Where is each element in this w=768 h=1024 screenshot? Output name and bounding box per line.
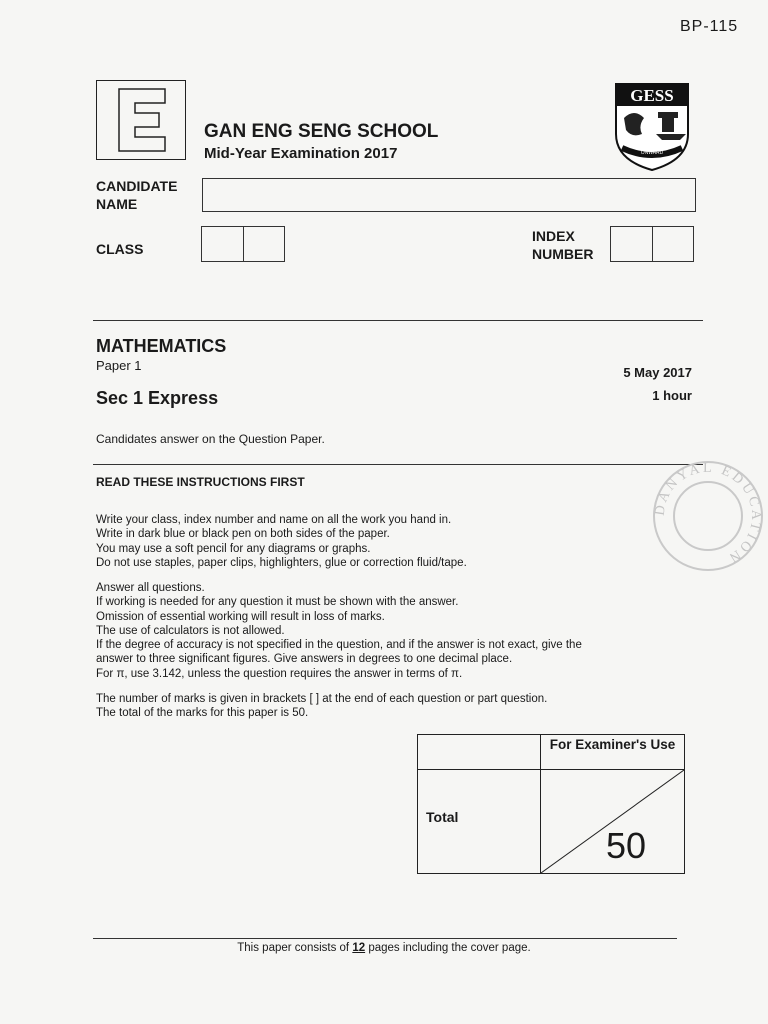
divider: [93, 464, 703, 465]
watermark-stamp: [648, 456, 768, 576]
instruction-line: You may use a soft pencil for any diagrams or graphs.: [96, 542, 371, 555]
class-digit-box[interactable]: [243, 227, 285, 261]
instruction-line: If the degree of accuracy is not specified in the question, and if the answer is not exact, give the: [96, 639, 582, 652]
total-marks: 50: [606, 825, 647, 866]
exam-name: Mid-Year Examination 2017: [204, 145, 398, 162]
level-title: Sec 1 Express: [96, 388, 219, 408]
candidate-name-field[interactable]: [202, 178, 696, 212]
instruction-line: Answer all questions.: [96, 582, 205, 594]
page-count-note: This paper consists of 12 pages including the cover page.: [237, 942, 531, 954]
instruction-line: The number of marks is given in brackets [ ] at the end of each question or part question.: [96, 693, 548, 705]
instruction-line: Write your class, index number and name on all the work you hand in.: [96, 514, 452, 526]
e-logo: [96, 80, 186, 160]
subject-title: MATHEMATICS: [96, 336, 227, 356]
document-code: BP-115: [680, 18, 739, 35]
instruction-line: For π, use 3.142, unless the question requires the answer in terms of π.: [96, 667, 463, 680]
instruction-line: The total of the marks for this paper is 50.: [96, 707, 309, 720]
instruction-line: answer to three significant figures. Give answers in degrees to one decimal place.: [96, 653, 513, 666]
examiner-use-header: For Examiner's Use: [549, 737, 676, 752]
instruction-line: Omission of essential working will result in loss of marks.: [96, 610, 385, 623]
index-number-label: INDEX NUMBER: [532, 228, 594, 262]
candidate-name-label: CANDIDATE NAME: [96, 178, 178, 212]
instruction-line: Do not use staples, paper clips, highlighters, glue or correction fluid/tape.: [96, 556, 467, 569]
exam-date: 5 May 2017: [623, 365, 692, 380]
instructions-heading: READ THESE INSTRUCTIONS FIRST: [96, 475, 305, 489]
exam-duration: 1 hour: [652, 388, 692, 403]
paper-number: Paper 1: [96, 358, 142, 373]
crest-text: GESS: [630, 86, 674, 105]
instruction-line: The use of calculators is not allowed.: [96, 624, 285, 637]
instructions-paragraph-1: [96, 513, 656, 570]
index-number-field[interactable]: [610, 226, 694, 262]
stamp-text: DANYAL EDUCATION: [652, 460, 764, 567]
divider: [93, 320, 703, 321]
instruction-line: Write in dark blue or black pen on both sides of the paper.: [96, 528, 390, 541]
divider: [93, 938, 677, 939]
answer-note: Candidates answer on the Question Paper.: [96, 432, 325, 446]
class-digit-box[interactable]: [202, 227, 243, 261]
total-label: Total: [426, 809, 459, 825]
instructions-paragraph-2: [96, 581, 656, 681]
crest-motto: ONWARD: [640, 150, 664, 156]
e-letter-icon: [97, 81, 185, 159]
examiner-table: [417, 734, 685, 874]
class-label: CLASS: [96, 241, 144, 257]
instruction-line: If working is needed for any question it must be shown with the answer.: [96, 596, 459, 609]
class-field[interactable]: [201, 226, 285, 262]
page-count: 12: [352, 942, 366, 954]
school-crest: [612, 82, 692, 172]
school-name: GAN ENG SENG SCHOOL: [204, 121, 439, 142]
index-digit-box[interactable]: [652, 227, 694, 261]
index-digit-box[interactable]: [611, 227, 652, 261]
instructions-paragraph-3: [96, 692, 656, 721]
